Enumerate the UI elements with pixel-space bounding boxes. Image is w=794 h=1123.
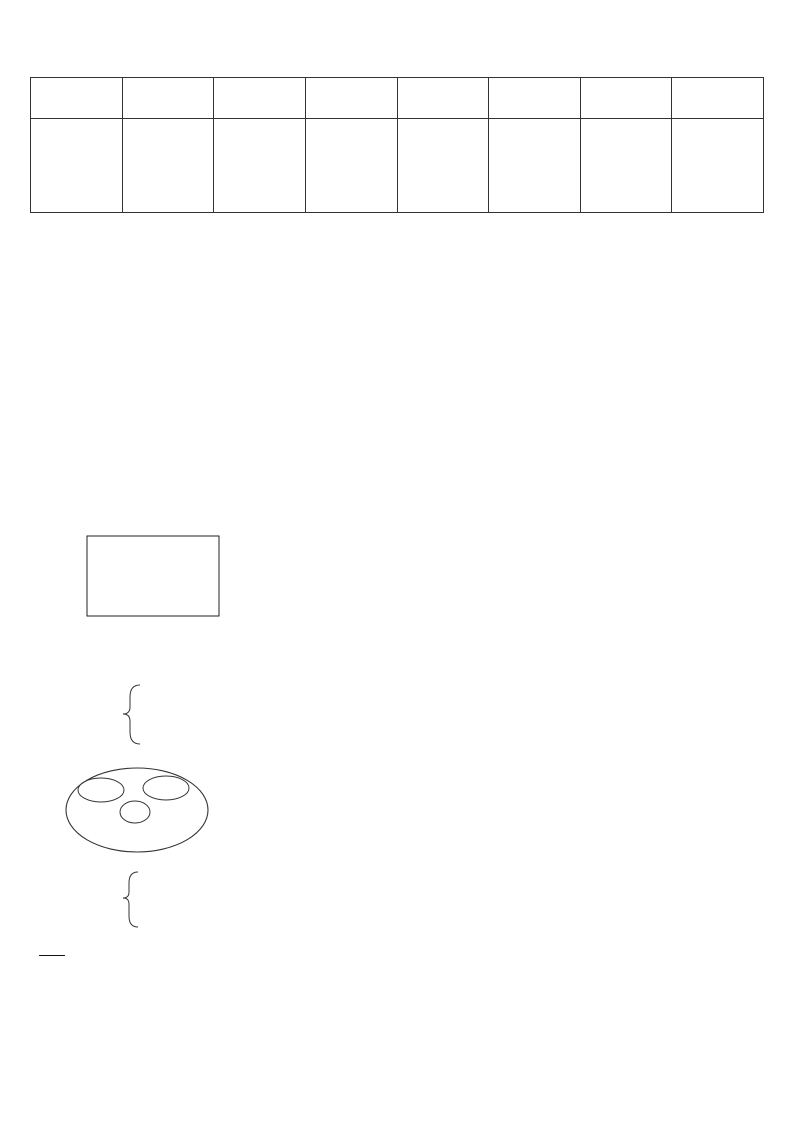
atomic-structure-table xyxy=(30,77,764,213)
atom-diagram-cell xyxy=(489,119,581,213)
atom-structure-diagram xyxy=(128,124,208,204)
particle-classification-diagram xyxy=(60,860,220,942)
element-abundance-bar-chart xyxy=(80,535,240,665)
element-cell xyxy=(672,78,764,119)
element-cell xyxy=(580,78,672,119)
atom-diagram-cell xyxy=(672,119,764,213)
atom-diagram-row xyxy=(31,119,764,213)
atom-structure-diagram xyxy=(220,124,300,204)
element-cell-blank xyxy=(122,78,214,119)
atom-structure-diagram xyxy=(678,124,758,204)
atom-diagram-cell xyxy=(122,119,214,213)
atom-diagram-cell xyxy=(305,119,397,213)
atom-structure-diagram xyxy=(586,124,666,204)
atom-structure-diagram xyxy=(403,124,483,204)
atom-structure-diagram xyxy=(494,124,574,204)
arrow-line xyxy=(39,955,65,956)
atom-structure-diagram xyxy=(311,124,391,204)
brace-icon xyxy=(123,685,140,744)
reaction-arrow xyxy=(37,948,67,963)
atom-diagram-cell xyxy=(397,119,489,213)
inner-set-ellipse xyxy=(120,801,150,823)
chart-frame xyxy=(87,536,219,616)
q9-stem xyxy=(37,948,67,965)
element-cell xyxy=(397,78,489,119)
fossil-fuel-set-diagram xyxy=(62,764,222,859)
atom-diagram-cell xyxy=(580,119,672,213)
oxidation-classification-diagram xyxy=(60,670,220,755)
inner-set-ellipse xyxy=(78,778,124,802)
brace-icon xyxy=(123,872,138,927)
element-symbol-row xyxy=(31,78,764,119)
element-cell xyxy=(305,78,397,119)
atom-structure-diagram xyxy=(36,124,116,204)
element-cell xyxy=(489,78,581,119)
atom-diagram-cell xyxy=(31,119,123,213)
atom-diagram-cell xyxy=(214,119,306,213)
inner-set-ellipse xyxy=(143,776,189,800)
element-cell xyxy=(214,78,306,119)
element-cell xyxy=(31,78,123,119)
